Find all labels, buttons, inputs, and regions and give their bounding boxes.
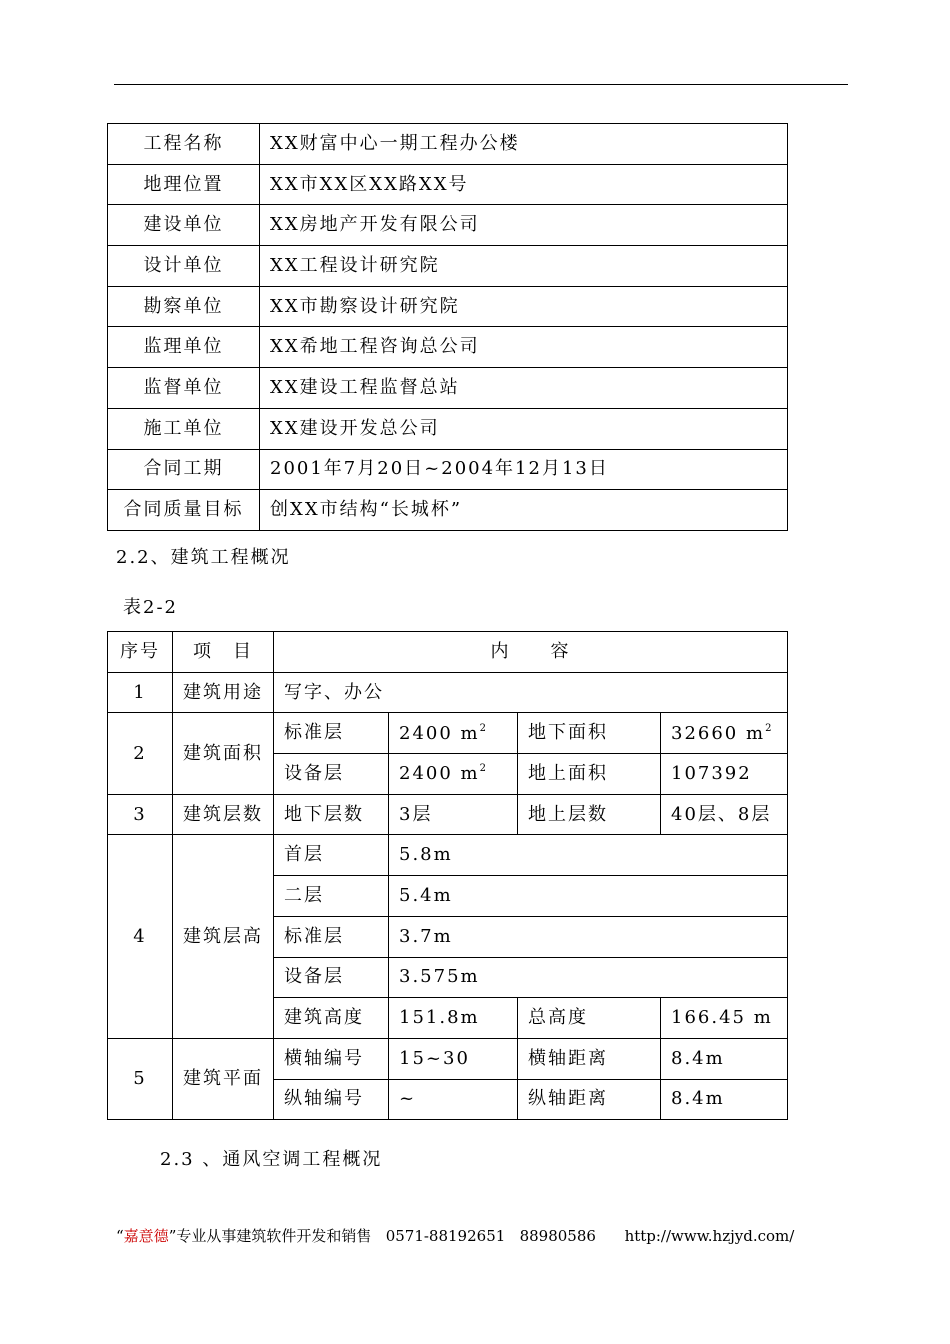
building-overview-table — [107, 631, 788, 1120]
cell-value: 166.45 m — [661, 998, 788, 1039]
table-row — [108, 205, 788, 246]
cell-label: 设备层 — [274, 754, 389, 795]
table-row — [108, 124, 788, 165]
cell-value: 2400 $m^2$ — [389, 754, 518, 795]
cell-label: 地上层数 — [518, 794, 661, 835]
header-item: 项 目 — [173, 632, 274, 673]
row-item: 建筑用途 — [173, 672, 274, 713]
cell-label: 横轴编号 — [274, 1038, 389, 1079]
project-info-body — [108, 124, 788, 531]
footer-brand: 嘉意德 — [123, 1227, 169, 1245]
cell-value: 32660 $m^2$ — [661, 713, 788, 754]
table-row — [108, 164, 788, 205]
section-2-2-heading: 2.2、建筑工程概况 — [116, 547, 291, 568]
row-label: 施工单位 — [108, 408, 260, 449]
project-info-table — [107, 123, 788, 531]
cell-value: 3层 — [389, 794, 518, 835]
row-label: 监理单位 — [108, 327, 260, 368]
table-row — [108, 368, 788, 409]
cell-value: 15~30 — [389, 1038, 518, 1079]
cell-value: 40层、8层 — [661, 794, 788, 835]
cell-label: 设备层 — [274, 957, 389, 998]
table-row — [108, 246, 788, 287]
page-footer — [116, 1229, 794, 1244]
row-label: 设计单位 — [108, 246, 260, 287]
cell-label: 总高度 — [518, 998, 661, 1039]
cell-label: 横轴距离 — [518, 1038, 661, 1079]
section-2-3-heading: 2.3 、通风空调工程概况 — [160, 1149, 383, 1170]
footer-phone-1: 0571-88192651 — [385, 1227, 506, 1245]
cell-label: 地下层数 — [274, 794, 389, 835]
cell-label: 地下面积 — [518, 713, 661, 754]
table-row — [108, 713, 788, 754]
cell-label: 标准层 — [274, 916, 389, 957]
cell-value: 151.8m — [389, 998, 518, 1039]
header-no: 序号 — [108, 632, 173, 673]
footer-url: http://www.hzjyd.com/ — [624, 1227, 795, 1245]
row-no: 1 — [108, 672, 173, 713]
table-header-row — [108, 632, 788, 673]
table-row — [108, 672, 788, 713]
row-item: 建筑平面 — [173, 1038, 274, 1119]
row-item: 建筑层数 — [173, 794, 274, 835]
row-value: XX工程设计研究院 — [260, 246, 788, 287]
row-label: 监督单位 — [108, 368, 260, 409]
row-label: 合同质量目标 — [108, 490, 260, 531]
cell-label: 二层 — [274, 876, 389, 917]
cell-value: 8.4m — [661, 1079, 788, 1120]
row-value: XX市勘察设计研究院 — [260, 286, 788, 327]
row-value: XX市XX区XX路XX号 — [260, 164, 788, 205]
cell-label: 建筑高度 — [274, 998, 389, 1039]
cell-label: 标准层 — [274, 713, 389, 754]
cell-label: 纵轴编号 — [274, 1079, 389, 1120]
footer-phone-2: 88980586 — [519, 1227, 596, 1245]
table-row — [108, 1038, 788, 1079]
row-label: 工程名称 — [108, 124, 260, 165]
row-no: 3 — [108, 794, 173, 835]
row-value: 2001年7月20日~2004年12月13日 — [260, 449, 788, 490]
footer-description: 专业从事建筑软件开发和销售 — [176, 1227, 372, 1245]
table-row — [108, 794, 788, 835]
table-row — [108, 835, 788, 876]
cell-label: 地上面积 — [518, 754, 661, 795]
header-rule — [114, 84, 848, 85]
table-row — [108, 490, 788, 531]
row-value: XX房地产开发有限公司 — [260, 205, 788, 246]
footer-quote-close: ” — [168, 1227, 177, 1245]
row-label: 勘察单位 — [108, 286, 260, 327]
cell-value: 3.7m — [389, 916, 788, 957]
row-no: 5 — [108, 1038, 173, 1119]
cell-label: 首层 — [274, 835, 389, 876]
table-row — [108, 449, 788, 490]
table-row — [108, 286, 788, 327]
row-value: XX建设开发总公司 — [260, 408, 788, 449]
row-item: 建筑层高 — [173, 835, 274, 1038]
row-value: XX财富中心一期工程办公楼 — [260, 124, 788, 165]
cell-value: 3.575m — [389, 957, 788, 998]
row-value: XX希地工程咨询总公司 — [260, 327, 788, 368]
row-item: 建筑面积 — [173, 713, 274, 794]
cell-value: 5.8m — [389, 835, 788, 876]
row-no: 4 — [108, 835, 173, 1038]
row-label: 建设单位 — [108, 205, 260, 246]
cell-value: 107392 — [661, 754, 788, 795]
cell-value: 2400 $m^2$ — [389, 713, 518, 754]
cell-label: 纵轴距离 — [518, 1079, 661, 1120]
table-row — [108, 408, 788, 449]
cell-value: 5.4m — [389, 876, 788, 917]
row-no: 2 — [108, 713, 173, 794]
row-value: XX建设工程监督总站 — [260, 368, 788, 409]
row-label: 合同工期 — [108, 449, 260, 490]
row-value: 创XX市结构“长城杯” — [260, 490, 788, 531]
row-value: 写字、办公 — [274, 672, 788, 713]
cell-value: ~ — [389, 1079, 518, 1120]
table-row — [108, 327, 788, 368]
footer-quote-open: “ — [116, 1227, 124, 1245]
header-content: 内 容 — [274, 632, 788, 673]
cell-value: 8.4m — [661, 1038, 788, 1079]
row-label: 地理位置 — [108, 164, 260, 205]
table-2-2-caption: 表2-2 — [123, 597, 178, 618]
